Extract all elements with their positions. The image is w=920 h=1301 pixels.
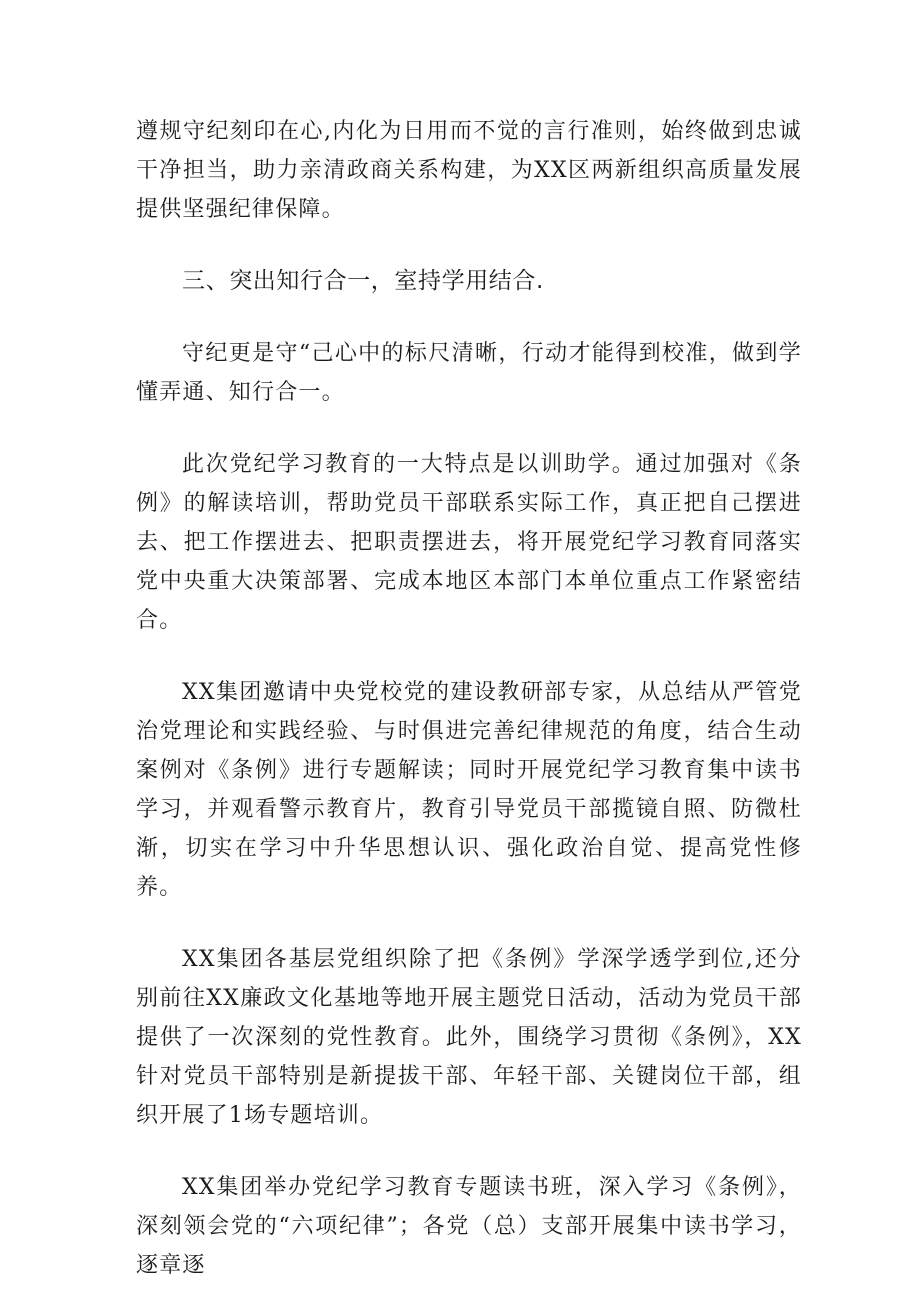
body-paragraph: XX集团举办党纪学习教育专题读书班，深入学习《条例》，深刻领会党的“六项纪律”；各党（总）支部开展集中读书学习，逐章逐 xyxy=(136,1175,802,1278)
body-paragraph: XX集团邀请中央党校党的建设教研部专家，从总结从严管党治党理论和实践经验、与时俱进完善纪律规范的角度，结合生动案例对《条例》进行专题解读；同时开展党纪学习教育集中读书学习，并观看警示教育片，教育引导党员干部揽镜自照、防微杜渐，切实在学习中升华思想认识、强化政治自觉、提高党性修养。 xyxy=(136,680,802,900)
continued-paragraph: 遵规守纪刻印在心,内化为日用而不觉的言行准则，始终做到忠诚干净担当，助力亲清政商关系构建，为XX区两新组织高质量发展提供坚强纪律保障。 xyxy=(136,119,802,222)
section-heading: 三、突出知行合一，室持学用结合. xyxy=(182,268,544,294)
body-paragraph: XX集团各基层党组织除了把《条例》学深学透学到位,还分别前往XX廉政文化基地等地开展主题党日活动，活动为党员干部提供了一次深刻的党性教育。此外，围绕学习贯彻《条例》，XX针对党员干部特别是新提拔干部、年轻干部、关键岗位干部，组织开展了1场专题培训。 xyxy=(136,947,802,1128)
body-paragraph: 此次党纪学习教育的一大特点是以训助学。通过加强对《条例》的解读培训，帮助党员干部联系实际工作，真正把自己摆进去、把工作摆进去、把职责摆进去，将开展党纪学习教育同落实党中央重大决策部署、完成本地区本部门本单位重点工作紧密结合。 xyxy=(136,452,802,633)
body-paragraph: 守纪更是守“己心中的标尺清晰，行动才能得到校准，做到学懂弄通、知行合一。 xyxy=(136,341,802,405)
